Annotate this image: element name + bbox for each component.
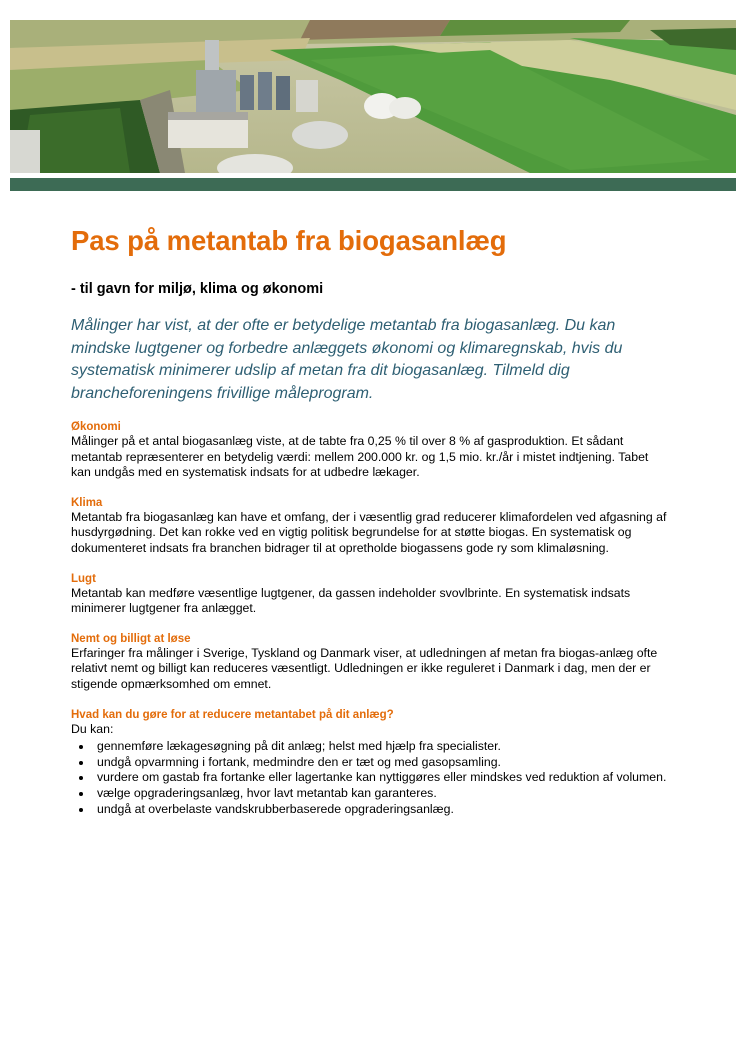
list-item: • vurdere om gastab fra fortanke eller lagertanke kan nyttiggøres eller mindskes ved reduktion af volumen.: [93, 770, 671, 786]
section-body: Målinger på et antal biogasanlæg viste, at de tabte fra 0,25 % til over 8 % af gasproduktion. Et sådant metantab repræsenterer en betydelig værdi: mellem 200.000 kr. og 1,5 mio. kr./år i mistet indtjening. Tabet kan undgås med en systematisk indsats for at udbedre lækager.: [71, 434, 649, 480]
section-heading: Klima: [71, 496, 103, 509]
section-body: Erfaringer fra målinger i Sverige, Tyskland og Danmark viser, at udledningen af metan fra biogas-anlæg ofte relativt nemt og billigt kan reduceres væsentligt. Udledningen er ikke reguleret i Danmark i dag, men der er stigende opmærksomhed om emnet.: [71, 645, 658, 691]
page-title: Pas på metantab fra biogasanlæg: [71, 225, 507, 256]
section-lugt: [71, 572, 671, 617]
section-body: Du kan:: [71, 721, 114, 736]
document-body: [71, 224, 671, 817]
section-body: Metantab kan medføre væsentlige lugtgener, da gassen indeholder svovlbrinte. En systematisk indsats minimerer lugtgener fra anlægget.: [71, 585, 631, 616]
section-heading: Økonomi: [71, 421, 121, 433]
section-heading: Hvad kan du gøre for at reducere metantabet på dit anlæg?: [71, 708, 394, 721]
intro-paragraph: Målinger har vist, at der ofte er betydelige metantab fra biogasanlæg. Du kan mindske lugtgener og forbedre anlæggets økonomi og klimaregnskab, hvis du systematisk minimerer udslip af metan fra dit biogasanlæg. Tilmeld dig brancheforeningens frivillige måleprogram.: [71, 317, 623, 402]
section-hvad-kan-du-gore: [71, 708, 671, 818]
header-green-band: [10, 178, 736, 191]
page-subtitle: - til gavn for miljø, klima og økonomi: [71, 281, 324, 297]
list-item: • undgå at overbelaste vandskrubberbaserede opgraderingsanlæg.: [93, 802, 671, 818]
biogas-plant-landscape-image: [10, 20, 736, 173]
section-nemt-og-billigt: [71, 632, 671, 693]
list-item: • gennemføre lækagesøgning på dit anlæg; helst med hjælp fra specialister.: [93, 739, 671, 755]
list-item: • undgå opvarmning i fortank, medmindre den er tæt og med gasopsamling.: [93, 755, 671, 771]
section-heading: Lugt: [71, 572, 96, 585]
list-item: • vælge opgraderingsanlæg, hvor lavt metantab kan garanteres.: [93, 786, 671, 802]
section-heading: Nemt og billigt at løse: [71, 632, 191, 645]
section-body: Metantab fra biogasanlæg kan have et omfang, der i væsentlig grad reducerer klimafordelen ved afgasning af husdyrgødning. Det kan rokke ved en vigtig politisk begrundelse for at støtte biogas. En systematisk og dokumenteret indsats fra branchen bidrager til at opretholde biogassens gode ry som klimaløsning.: [71, 509, 667, 555]
section-klima: [71, 496, 671, 557]
header-photo: [10, 20, 736, 173]
section-okonomi: [71, 420, 671, 481]
action-list: [71, 739, 671, 817]
